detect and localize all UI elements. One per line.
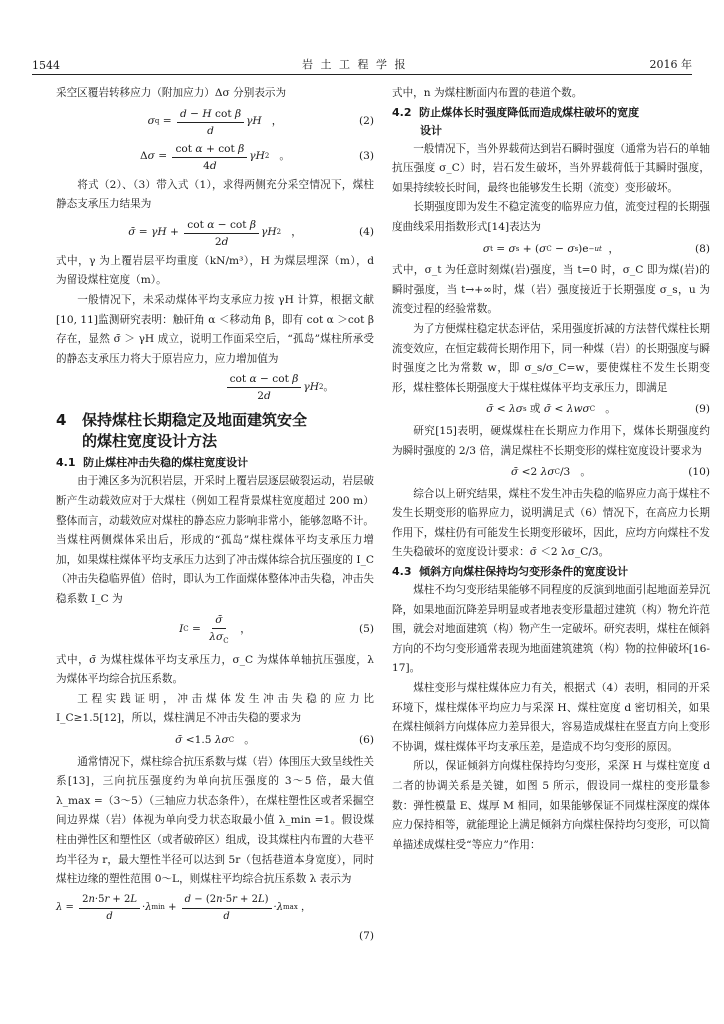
section-number: 4.2 <box>392 105 412 119</box>
section-title-continued: 的煤柱宽度设计方法 <box>82 432 218 451</box>
header-rule <box>32 74 692 75</box>
paragraph: 长期强度即为发生不稳定流变的临界应力值，流变过程的长期强度曲线采用指数形式[14]表达为 <box>392 201 710 233</box>
paragraph: 煤柱不均匀变形结果能够不同程度的反演到地面引起地面差异沉降，如果地面沉降差异明显或者地表变形量超过建筑（构）物允许范围，就会对地面建筑（构）物产生一定破坏。研究表明，煤柱在倾斜方向的不均匀变形通常表现为地面建筑建筑（构）物的拉伸破坏[16-17]。 <box>392 584 710 675</box>
equation-number: (9) <box>694 403 710 416</box>
equation-7-number: (7) <box>358 929 374 942</box>
paragraph: 工程实践证明，冲击煤体发生冲击失稳的应力比 I_C≥1.5[12]，所以，煤柱满足不冲击失稳的要求为 <box>56 692 374 725</box>
page-number: 1544 <box>32 59 60 72</box>
paragraph: 式中，σ̄ 为煤柱煤体平均支承压力，σ_C 为煤体单轴抗压强度，λ 为煤体平均综合抗压系数。 <box>56 653 374 686</box>
paragraph: 通常情况下，煤柱综合抗压系数与煤（岩）体围压大致呈线性关系[13]，三向抗压强度约为单向抗压强度的 3～5 倍，最大值 λ_max =（3～5）（三轴应力状态条件），在煤柱塑性区或者采掘空间边界煤（岩）体视为单向受力状态取最小值 λ_min =1。假设煤柱由弹性区和塑性区（或者破碎区）组成，设其煤柱内布置的大巷平均半径为 r，最大塑性半径可以达到 5r（包括巷道本身宽度），同时煤柱边缘的塑性范围 0～L，则煤柱平均综合抗压系数 λ 表示为 <box>56 755 374 886</box>
journal-title: 岩 土 工 程 学 报 <box>302 58 408 71</box>
stress-increment-expression: $\frac{\text{cot α − cot β}}{2d}$ γH 2 。 <box>56 371 374 404</box>
paragraph: 所以，保证倾斜方向煤柱保持均匀变形，采深 H 与煤柱宽度 d 二者的协调关系是关键，如图 5 所示，假设同一煤柱的变形量参数：弹性模量 E、煤厚 M 相同，如果能够保证不同煤柱深度的煤体应力保持相等，就能理论上满足倾斜方向煤柱保持均匀变形，可以简单描述成煤柱受“等应力”作用： <box>392 760 710 851</box>
section-number: 4.3 <box>392 565 412 579</box>
paragraph: 一般情况下，未采动煤体平均支承应力按 γH 计算，根据文献[10, 11]监测研究表明：触矸角 α ＜移动角 β，即有 cot α ＞cot β 存在，显然 σ̄ ＞ γH 成立，说明工作面采空后，“孤岛”煤柱所承受的静态支承压力将大于原岩应力，应力增加值为 <box>56 293 374 365</box>
equation-6: σ̄ <1.5 λσ C 。 (6) <box>56 731 374 751</box>
equation-5: I C = $\frac{\sigmā}{\lambda\sigma_C}$ ， (5) <box>179 613 374 645</box>
paragraph: 式中，γ 为上覆岩层平均重度（kN/m³），H 为煤层埋深（m），d 为留设煤柱宽度（m）。 <box>56 254 374 287</box>
paragraph: 将式（2）、（3）带入式（1），求得两侧充分采空情况下，煤柱静态支承压力结果为 <box>56 178 374 211</box>
section-title: 倾斜方向煤柱保持均匀变形条件的宽度设计 <box>419 565 629 579</box>
section-4-1-heading <box>56 454 374 472</box>
section-number: 4 <box>56 411 67 430</box>
section-title-continued: 设计 <box>420 123 442 137</box>
equation-8: σ t = σ s + ( σ C − σ s )e −ut ， (8) <box>392 240 710 260</box>
section-title: 防止煤柱冲击失稳的煤柱宽度设计 <box>83 456 249 470</box>
year: 2016 年 <box>649 58 692 71</box>
equation-number: (8) <box>694 242 710 255</box>
equation-3: Δ σ = $\frac{\text{cot α + cot β}}{4d}$ γH 2 。 (3) <box>139 142 374 172</box>
equation-4: σ̄ = γH + $\frac{\text{cot α − cot β}}{2d}$ γH 2 ， (4) <box>128 218 374 248</box>
section-4-3-heading <box>392 563 710 581</box>
equation-number: (10) <box>688 466 710 479</box>
equation-number: (4) <box>358 226 374 239</box>
page-header <box>32 56 692 72</box>
paragraph: 由于滩区多为沉积岩层，开采时上覆岩层逐层破裂运动，岩层破断产生动载效应对于大煤柱（例如工程背景煤柱宽度超过 200 m）整体而言，动载效应对煤柱的静态应力影响非常小，能够忽略不计。当煤柱两侧煤体采出后，形成的“孤岛”煤柱煤体平均支承压力增加，如果煤柱煤体平均支承压力达到了冲击煤体综合抗压强度的 I_C（冲击失稳临界值）倍时，即认为工作面煤体整体冲击失稳，冲击失稳系数 I_C 为 <box>56 475 374 605</box>
equation-number: (6) <box>358 733 374 746</box>
equation-number: (2) <box>358 115 374 128</box>
equation-9: σ̄ < λσ s 或 σ̄ < λwσ C 。 (9) <box>392 400 710 420</box>
equation-number: (3) <box>358 150 374 163</box>
equation-7: λ = $\frac{2n\cdot 5r + 2L}{d}$ · λ min + $\frac{d - (2n\cdot 5r + 2L)}{d}$ · λ max ， <box>56 893 311 922</box>
paragraph: 式中，n 为煤柱断面内布置的巷道个数。 <box>392 87 583 99</box>
equation-10: σ̄ <2 λσ C /3 。 (10) <box>392 463 710 483</box>
paragraph: 研究[15]表明，硬煤煤柱在长期应力作用下，煤体长期强度约为瞬时强度的 2/3 倍，满足煤柱不长期变形的煤柱宽度设计要求为 <box>392 424 710 457</box>
paragraph: 为了方便煤柱稳定状态评估，采用强度折减的方法替代煤柱长期流变效应，在恒定载荷长期作用下，同一种煤（岩）的长期强度与瞬时强度之比为常数 w，即 σ_s/σ_C=w，要使煤柱不发生长期变形，煤柱整体长期强度大于煤柱煤体平均支承压力，即满足 <box>392 322 710 394</box>
right-column <box>392 84 710 855</box>
section-title: 保持煤柱长期稳定及地面建筑安全 <box>82 411 308 430</box>
equation-2: σ q = $\frac{\text{d − H cot β}}{d}$ γH ， (2) <box>147 107 374 137</box>
section-4-heading <box>56 410 374 452</box>
paragraph: 采空区覆岩转移应力（附加应力）Δσ 分别表示为 <box>56 87 287 99</box>
paragraph: 一般情况下，当外界载荷达到岩石瞬时强度（通常为岩石的单轴抗压强度 σ_C）时，岩石发生破坏，当外界载荷低于其瞬时强度，如果持续较长时间，最终也能够发生长期（流变）变形破坏。 <box>392 142 710 194</box>
paragraph: 煤柱变形与煤柱煤体应力有关，根据式（4）表明，相同的开采环境下，煤柱煤体平均应力与采深 H、煤柱宽度 d 密切相关，如果在煤柱倾斜方向煤体应力差异很大，容易造成煤柱在竖直方向上变形不协调，煤柱煤体平均支承压差，是造成不均匀变形的原因。 <box>392 682 710 753</box>
left-column <box>56 84 374 946</box>
paragraph: 式中，σ_t 为任意时刻煤(岩)强度，当 t=0 时，σ_C 即为煤(岩)的瞬时强度，当 t→+∞时，煤（岩）强度接近于长期强度 σ_s，u 为流变过程的经验常数。 <box>392 264 710 316</box>
paragraph: 综合以上研究结果，煤柱不发生冲击失稳的临界应力高于煤柱不发生长期变形的临界应力，说明满足式（6）情况下，在高应力长期作用下，煤柱仍有可能发生长期变形破坏，因此，应均方向煤柱不发生失稳破坏的宽度设计要求：σ̄ ＜2 λσ_C/3。 <box>392 487 710 559</box>
section-number: 4.1 <box>56 456 76 470</box>
equation-number: (5) <box>358 623 374 636</box>
section-4-2-heading <box>392 104 710 140</box>
section-title: 防止煤体长时强度降低而造成煤柱破坏的宽度 <box>419 105 640 119</box>
